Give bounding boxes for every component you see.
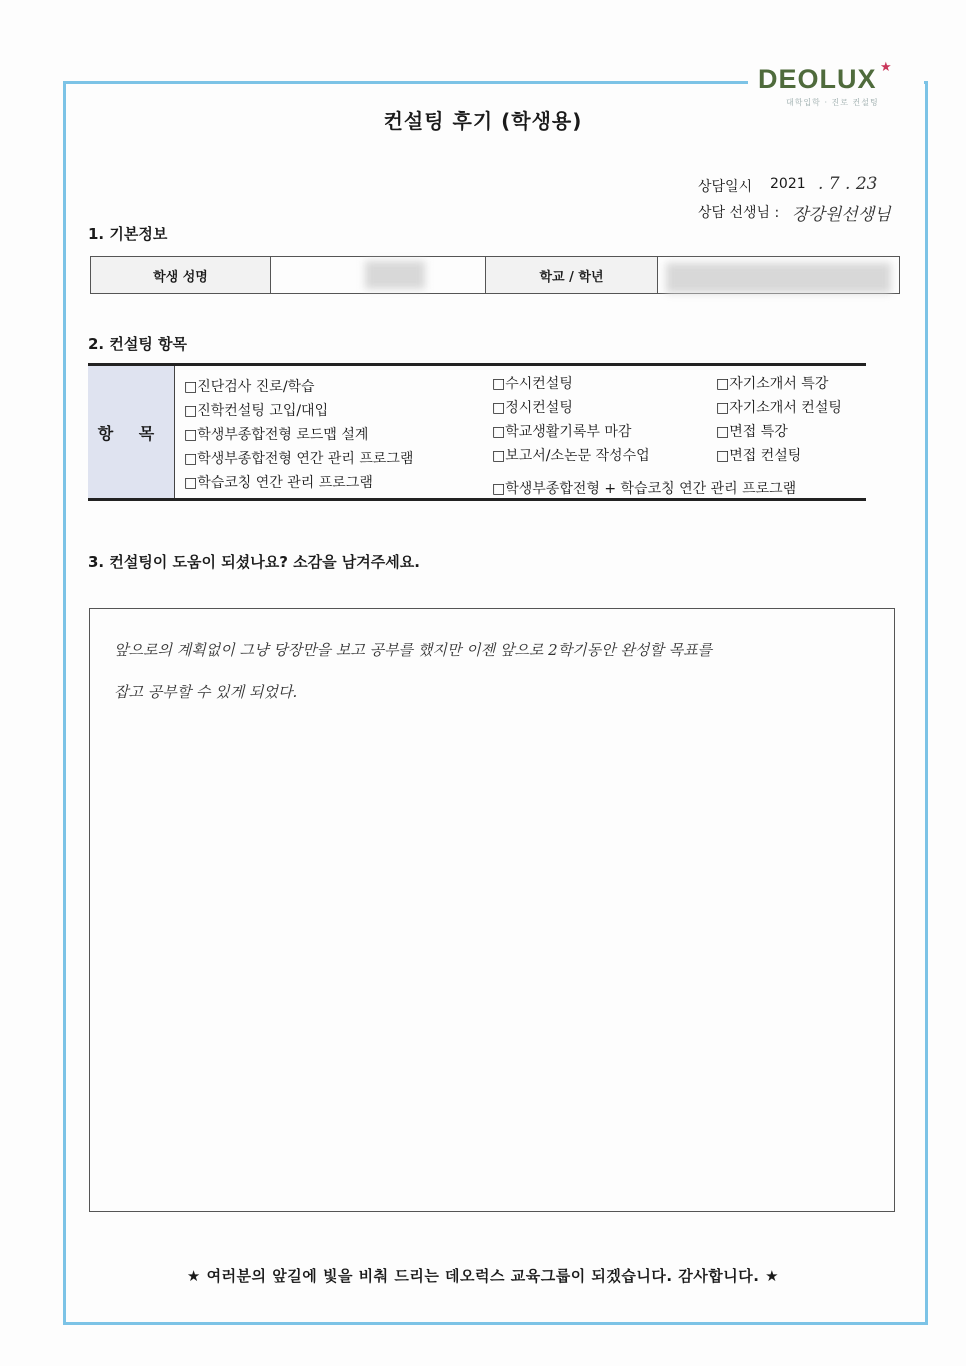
page-title: 컨설팅 후기 (학생용) — [383, 109, 583, 133]
option-checkbox[interactable]: □학습코칭 연간 관리 프로그램 — [184, 475, 373, 491]
footer-message: ★ 여러분의 앞길에 빛을 비춰 드리는 데오럭스 교육그룹이 되겠습니다. 감사합니다. ★ — [186, 1267, 780, 1285]
feedback-line: 잡고 공부할 수 있게 되었다. — [114, 683, 298, 701]
section-feedback-title: 3. 컨설팅이 도움이 되셨나요? 소감을 남겨주세요. — [88, 553, 420, 571]
consult-date-handwritten: . 7 . 23 — [818, 174, 878, 194]
consult-date-label: 상담일시 — [698, 179, 753, 195]
option-checkbox[interactable]: □학생부종합전형 + 학습코칭 연간 관리 프로그램 — [492, 481, 797, 497]
option-checkbox[interactable]: □진학컨설팅 고입/대입 — [184, 403, 329, 419]
redacted-school — [666, 263, 891, 293]
consult-teacher-label: 상담 선생님 : — [698, 205, 780, 221]
option-checkbox[interactable]: □자기소개서 컨설팅 — [716, 400, 842, 416]
consult-date-year: 2021 — [770, 176, 806, 192]
school-grade-label: 학교 / 학년 — [486, 257, 658, 293]
feedback-box[interactable] — [89, 608, 895, 1212]
consulting-items-table — [88, 363, 866, 501]
option-checkbox[interactable]: □학교생활기록부 마감 — [492, 424, 632, 440]
option-checkbox[interactable]: □보고서/소논문 작성수업 — [492, 448, 650, 464]
option-checkbox[interactable]: □정시컨설팅 — [492, 400, 573, 416]
logo-star-icon: ★ — [880, 60, 892, 75]
school-grade-value — [658, 257, 899, 293]
option-checkbox[interactable]: □면접 특강 — [716, 424, 788, 440]
deolux-logo: DEOLUX — [758, 64, 877, 94]
section-items-title: 2. 컨설팅 항목 — [88, 335, 188, 353]
option-checkbox[interactable]: □학생부종합전형 로드맵 설계 — [184, 427, 369, 443]
consult-teacher-handwritten: 장강원선생님 — [792, 205, 891, 225]
student-name-label: 학생 성명 — [91, 257, 271, 293]
option-checkbox[interactable]: □자기소개서 특강 — [716, 376, 829, 392]
basic-info-table — [90, 256, 900, 294]
option-checkbox[interactable]: □수시컨설팅 — [492, 376, 573, 392]
items-header: 항 목 — [88, 366, 175, 498]
student-name-value — [271, 257, 486, 293]
feedback-line: 앞으로의 계획없이 그냥 당장만을 보고 공부를 했지만 이젠 앞으로 2학기동안 완성할 목표를 — [114, 641, 713, 659]
option-checkbox[interactable]: □면접 컨설팅 — [716, 448, 802, 464]
section-basic-info-title: 1. 기본정보 — [88, 225, 168, 243]
option-checkbox[interactable]: □학생부종합전형 연간 관리 프로그램 — [184, 451, 414, 467]
option-checkbox[interactable]: □진단검사 진로/학습 — [184, 379, 315, 395]
redacted-name — [365, 261, 425, 289]
logo-tagline: 대학입학 · 진로 컨설팅 — [786, 98, 879, 107]
